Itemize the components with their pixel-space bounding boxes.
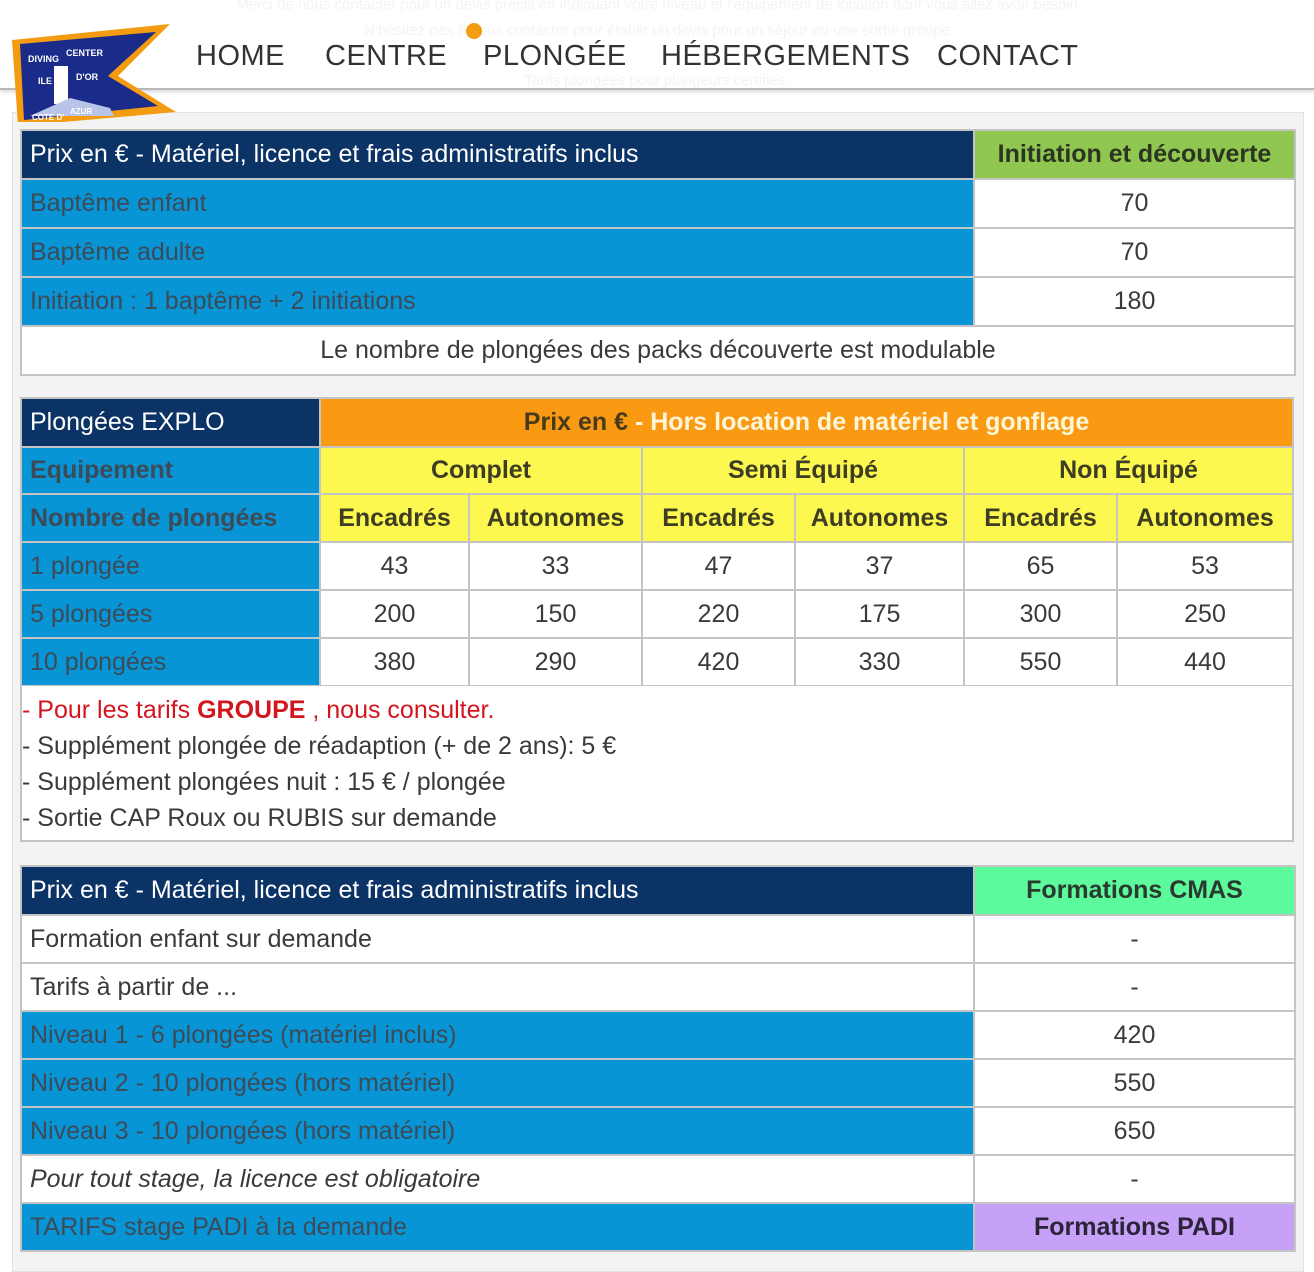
price-cell: 330 (795, 638, 964, 686)
night-dive-note: - Supplément plongées nuit : 15 € / plongée (22, 768, 506, 796)
group-note-bold: GROUPE (197, 696, 306, 724)
row-label: 1 plongée (21, 542, 320, 590)
nav-centre[interactable]: CENTRE (325, 40, 448, 72)
table-header-cell: Prix en € - Matériel, licence et frais administratifs inclus (21, 866, 974, 915)
table-row (21, 179, 1295, 228)
dive-count-label: Nombre de plongées (21, 494, 320, 542)
group-note-prefix: - Pour les tarifs (22, 696, 198, 724)
table-row (21, 1059, 1295, 1107)
price-cell: 440 (1117, 638, 1293, 686)
cmas-price-table (20, 865, 1296, 1252)
price-cell: 150 (469, 590, 642, 638)
explo-price-header (320, 398, 1293, 447)
row-label: Formation enfant sur demande (21, 915, 974, 963)
table-row (21, 447, 1293, 494)
price-cell: - (974, 963, 1295, 1011)
logo-lighthouse-icon (54, 66, 68, 104)
price-cell: 550 (974, 1059, 1295, 1107)
group-tariff-note (22, 692, 1292, 728)
logo-text-center: CENTER (66, 48, 104, 58)
group-semi-equipe: Semi Équipé (642, 447, 964, 494)
licence-note: Pour tout stage, la licence est obligatoire (21, 1155, 974, 1203)
price-cell: 420 (642, 638, 795, 686)
row-label: 5 plongées (21, 590, 320, 638)
table-row (21, 130, 1295, 179)
nav-contact[interactable]: CONTACT (937, 40, 1079, 72)
explo-title-cell: Plongées EXPLO (21, 398, 320, 447)
table-row (21, 638, 1293, 686)
table-header-cell: Prix en € - Matériel, licence et frais administratifs inclus (21, 130, 974, 179)
table-row (21, 542, 1293, 590)
row-label: Tarifs à partir de ... (21, 963, 974, 1011)
table-row (21, 963, 1295, 1011)
nav-hebergements[interactable]: HÉBERGEMENTS (661, 40, 911, 72)
table-row (21, 915, 1295, 963)
price-cell: 53 (1117, 542, 1293, 590)
price-cell: 290 (469, 638, 642, 686)
logo-text-ile: ILE (38, 76, 53, 86)
row-label: Niveau 3 - 10 plongées (hors matériel) (21, 1107, 974, 1155)
group-non-equipe: Non Équipé (964, 447, 1293, 494)
price-cell: - (974, 1155, 1295, 1203)
price-cell: 550 (964, 638, 1117, 686)
price-cell: 70 (974, 179, 1295, 228)
row-label: 10 plongées (21, 638, 320, 686)
subheader-cell: Encadrés (964, 494, 1117, 542)
price-cell: 33 (469, 542, 642, 590)
diving-center-logo[interactable] (10, 22, 180, 122)
table-row (21, 228, 1295, 277)
table-row (21, 1011, 1295, 1059)
table-row (21, 1203, 1295, 1251)
logo-text-diving: DIVING (28, 54, 60, 64)
nav-home[interactable]: HOME (196, 40, 285, 72)
subheader-cell: Encadrés (320, 494, 469, 542)
row-label: Baptême enfant (21, 179, 974, 228)
explo-price-table (20, 397, 1294, 687)
logo-text-cote: COTE D' (32, 113, 65, 122)
table-row (21, 1107, 1295, 1155)
site-header (0, 0, 1314, 90)
nav-plongee[interactable]: PLONGÉE (483, 40, 627, 72)
table-row (21, 277, 1295, 326)
price-header-note: Hors location de matériel et gonflage (650, 408, 1090, 436)
price-cell: 180 (974, 277, 1295, 326)
explo-notes (20, 686, 1294, 842)
table-row (21, 1155, 1295, 1203)
table-row (21, 326, 1295, 375)
price-cell: 220 (642, 590, 795, 638)
price-cell: - (974, 915, 1295, 963)
price-cell: 43 (320, 542, 469, 590)
price-header-main: Prix en € (523, 408, 629, 436)
group-complet: Complet (320, 447, 642, 494)
modulable-note: Le nombre de plongées des packs découverte est modulable (21, 326, 1295, 375)
price-cell: 37 (795, 542, 964, 590)
row-label: Initiation : 1 baptême + 2 initiations (21, 277, 974, 326)
price-cell: 65 (964, 542, 1117, 590)
equipment-label: Equipement (21, 447, 320, 494)
subheader-cell: Encadrés (642, 494, 795, 542)
row-label: Baptême adulte (21, 228, 974, 277)
group-note-suffix: , nous consulter. (305, 696, 495, 724)
price-cell: 380 (320, 638, 469, 686)
price-cell: 175 (795, 590, 964, 638)
padi-label: TARIFS stage PADI à la demande (21, 1203, 974, 1251)
table-row (21, 398, 1293, 447)
subheader-cell: Autonomes (795, 494, 964, 542)
row-label: Niveau 2 - 10 plongées (hors matériel) (21, 1059, 974, 1107)
initiation-price-table (20, 129, 1296, 376)
logo-text-azur: AZUR (70, 107, 93, 116)
readaptation-note: - Supplément plongée de réadaption (+ de 2 ans): 5 € (22, 732, 617, 760)
active-page-dot (466, 23, 482, 39)
subheader-cell: Autonomes (469, 494, 642, 542)
price-cell: 70 (974, 228, 1295, 277)
price-cell: 420 (974, 1011, 1295, 1059)
table-row (21, 494, 1293, 542)
price-cell: 650 (974, 1107, 1295, 1155)
price-cell: 250 (1117, 590, 1293, 638)
cmas-header-cell: Formations CMAS (974, 866, 1295, 915)
cap-roux-note: - Sortie CAP Roux ou RUBIS sur demande (22, 804, 497, 832)
initiation-header-cell: Initiation et découverte (974, 130, 1295, 179)
price-cell: 300 (964, 590, 1117, 638)
logo-text-dor: D'OR (76, 72, 99, 82)
table-row (21, 590, 1293, 638)
price-cell: 200 (320, 590, 469, 638)
price-cell: 47 (642, 542, 795, 590)
subheader-cell: Autonomes (1117, 494, 1293, 542)
row-label: Niveau 1 - 6 plongées (matériel inclus) (21, 1011, 974, 1059)
price-header-dash: - (628, 408, 651, 436)
padi-header-cell: Formations PADI (974, 1203, 1295, 1251)
table-row (21, 866, 1295, 915)
